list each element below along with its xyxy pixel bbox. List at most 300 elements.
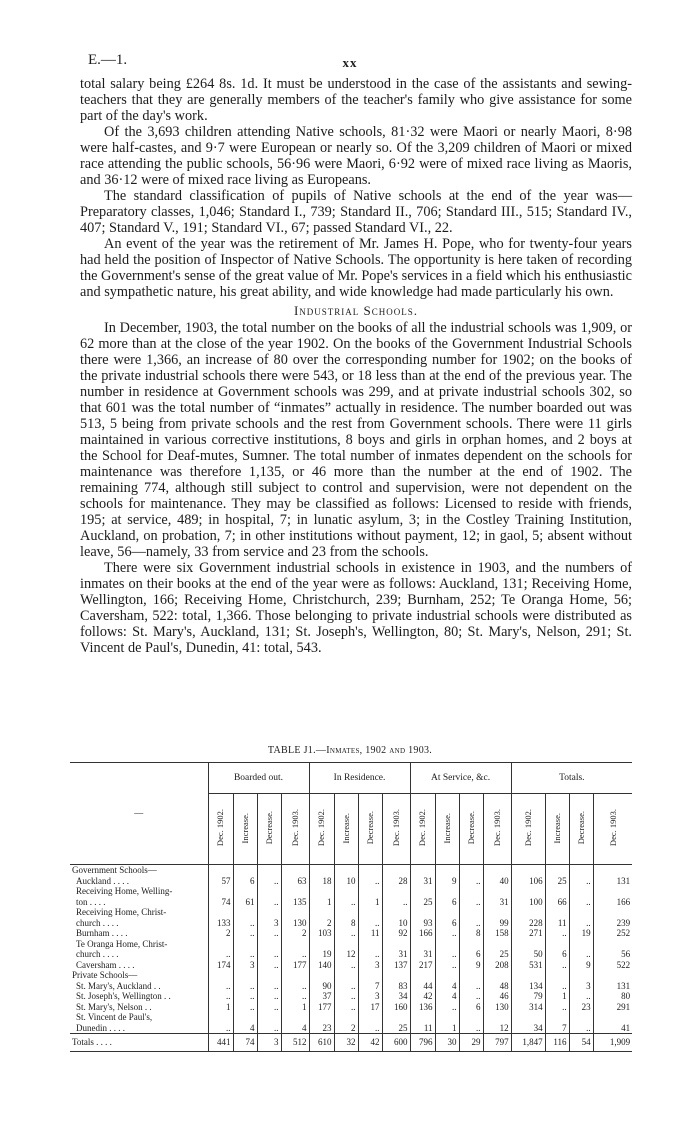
subcolumn-head-label: Dec. 1902. bbox=[522, 809, 533, 847]
table-cell: 29 bbox=[459, 1034, 483, 1052]
table-cell: .. bbox=[281, 981, 309, 992]
table-cell bbox=[511, 886, 545, 897]
table-cell: 600 bbox=[382, 1034, 410, 1052]
subcolumn-head bbox=[334, 794, 358, 865]
subcolumn-head bbox=[410, 794, 435, 865]
table-cell: 3 bbox=[257, 918, 281, 929]
report-reference: E.—1. bbox=[88, 52, 128, 68]
row-label: St. Mary's, Auckland . . bbox=[76, 980, 161, 991]
table-cell: .. bbox=[334, 991, 358, 1002]
table-cell bbox=[459, 970, 483, 981]
table-cell: .. bbox=[257, 1002, 281, 1013]
table-cell: 25 bbox=[483, 949, 511, 960]
table-cell: 531 bbox=[511, 960, 545, 971]
subcolumn-head-label: Decrease. bbox=[364, 811, 375, 845]
table-cell: 134 bbox=[511, 981, 545, 992]
subcolumn-head-label: Decrease. bbox=[263, 811, 274, 845]
table-cell: 4 bbox=[281, 1023, 309, 1034]
table-cell: 57 bbox=[208, 876, 233, 887]
table-cell bbox=[511, 970, 545, 981]
table-row bbox=[70, 949, 632, 960]
table-cell: 18 bbox=[309, 876, 334, 887]
table-cell: 48 bbox=[483, 981, 511, 992]
table-cell bbox=[545, 865, 569, 876]
table-cell: 6 bbox=[459, 949, 483, 960]
table-cell bbox=[483, 865, 511, 876]
table-cell: 136 bbox=[410, 1002, 435, 1013]
table-cell: 63 bbox=[281, 876, 309, 887]
row-label: Burnham . . . . bbox=[76, 928, 128, 938]
table-cell: 7 bbox=[545, 1023, 569, 1034]
table-cell: 74 bbox=[208, 897, 233, 908]
table-cell: 56 bbox=[593, 949, 632, 960]
table-row bbox=[70, 907, 632, 918]
subcolumn-head-label: Increase. bbox=[551, 812, 562, 843]
table-cell bbox=[593, 1012, 632, 1023]
table-cell: 92 bbox=[382, 928, 410, 939]
table-cell: 239 bbox=[593, 918, 632, 929]
table-row bbox=[70, 886, 632, 897]
table-cell: 2 bbox=[309, 918, 334, 929]
table-cell: 11 bbox=[545, 918, 569, 929]
table-cell: 31 bbox=[382, 949, 410, 960]
group-head-totals: Totals. bbox=[511, 763, 632, 794]
group-head-at-service: At Service, &c. bbox=[410, 763, 511, 794]
paragraph: In December, 1903, the total number on the books of all the industrial schools was 1,909, or 62 more than at the close of the year 1902. On the books of the Government Industrial Schools there were 1,366, an increase of 80 over the corresponding number for 1902; on the books of the private industrial schools there were 543, or 18 less than at the end of the previous year. The number in residence at Government schools was 299, and at private industrial schools 302, so that 601 was the total number of “inmates” actually in residence. The number boarded out was 513, 5 being from private schools and the rest from Government schools. There were 11 girls maintained in various corrective institutions, 8 boys and girls in orphan homes, and 2 boys at the School for Deaf-mutes, Sumner. The total number of inmates dependent on the schools for maintenance was therefore 1,135, or 46 more than the number at the end of 1902. The remaining 774, although still subject to control and supervision, were not dependent on the schools for maintenance. They may be classified as follows: Licensed to reside with friends, 195; at service, 489; in hospital, 7; in lunatic asylum, 3; in the Costley Training Institution, Auckland, on probation, 7; in other institutions without payment, 12; in gaol, 5; absent without leave, 56—namely, 33 from service and 23 from the schools. bbox=[80, 320, 632, 560]
table-cell: .. bbox=[459, 897, 483, 908]
table-cell: .. bbox=[569, 1023, 593, 1034]
row-label: ton . . . . bbox=[76, 896, 106, 907]
table-cell: 25 bbox=[410, 897, 435, 908]
table-cell: .. bbox=[233, 981, 257, 992]
table-cell: .. bbox=[545, 981, 569, 992]
table-cell: 166 bbox=[593, 897, 632, 908]
table-cell bbox=[459, 907, 483, 918]
table-cell: .. bbox=[257, 949, 281, 960]
inmates-table bbox=[70, 762, 632, 1052]
subcolumn-head-label: Increase. bbox=[441, 812, 452, 843]
table-cell: .. bbox=[334, 960, 358, 971]
table-cell bbox=[410, 1012, 435, 1023]
table-cell bbox=[545, 1012, 569, 1023]
subcolumn-head-label: Increase. bbox=[340, 812, 351, 843]
table-cell bbox=[334, 865, 358, 876]
table-cell bbox=[459, 886, 483, 897]
table-cell: 11 bbox=[358, 928, 382, 939]
row-label: Caversham . . . . bbox=[76, 959, 135, 970]
table-cell: 174 bbox=[208, 960, 233, 971]
table-cell: .. bbox=[281, 991, 309, 1002]
table-cell bbox=[334, 939, 358, 950]
table-cell: 23 bbox=[569, 1002, 593, 1013]
table-cell: 40 bbox=[483, 876, 511, 887]
table-cell: 135 bbox=[281, 897, 309, 908]
table-cell: .. bbox=[233, 928, 257, 939]
table-cell bbox=[233, 1012, 257, 1023]
table-cell bbox=[257, 907, 281, 918]
table-cell: 6 bbox=[435, 897, 459, 908]
table-cell: .. bbox=[233, 991, 257, 1002]
subcolumn-head bbox=[309, 794, 334, 865]
row-label: Totals . . . . bbox=[70, 1034, 208, 1052]
table-cell: 3 bbox=[233, 960, 257, 971]
table-cell: 46 bbox=[483, 991, 511, 1002]
subcolumn-head bbox=[483, 794, 511, 865]
table-cell bbox=[233, 907, 257, 918]
table-cell: 1 bbox=[208, 1002, 233, 1013]
table-cell bbox=[233, 865, 257, 876]
table-cell bbox=[410, 865, 435, 876]
table-cell: 25 bbox=[382, 1023, 410, 1034]
table-cell bbox=[334, 1012, 358, 1023]
table-cell: 2 bbox=[334, 1023, 358, 1034]
table-cell: 9 bbox=[459, 960, 483, 971]
subcolumn-head bbox=[358, 794, 382, 865]
table-row bbox=[70, 991, 632, 1002]
table-cell bbox=[208, 970, 233, 981]
table-cell: .. bbox=[257, 981, 281, 992]
table-cell bbox=[358, 907, 382, 918]
table-cell: 6 bbox=[233, 876, 257, 887]
table-cell: 7 bbox=[358, 981, 382, 992]
subcolumn-head bbox=[593, 794, 632, 865]
table-row bbox=[70, 970, 632, 981]
paragraph: There were six Government industrial schools in existence in 1903, and the numbers of inmates on their books at the end of the year were as follows: Auckland, 131; Receiving Home, Wellington, 166; Receiving Home, Christchurch, 239; Burnham, 252; Te Oranga Home, 56; Caversham, 522: total, 1,366. Those belonging to private industrial schools were distributed as follows: St. Mary's, Auckland, 131; St. Joseph's, Wellington, 80; St. Mary's, Nelson, 291; St. Vincent de Paul's, Dunedin, 41: total, 543. bbox=[80, 560, 632, 656]
table-cell bbox=[257, 970, 281, 981]
subcolumn-head-label: Decrease. bbox=[575, 811, 586, 845]
table-cell: 797 bbox=[483, 1034, 511, 1052]
table-cell bbox=[410, 970, 435, 981]
subcolumn-head bbox=[382, 794, 410, 865]
table-cell bbox=[545, 939, 569, 950]
table-cell bbox=[309, 865, 334, 876]
table-cell: .. bbox=[281, 949, 309, 960]
table-cell: 50 bbox=[511, 949, 545, 960]
table-cell bbox=[281, 886, 309, 897]
subcolumn-head-label: Dec. 1902. bbox=[215, 809, 226, 847]
table-cell bbox=[435, 939, 459, 950]
table-cell: 30 bbox=[435, 1034, 459, 1052]
table-cell: .. bbox=[358, 876, 382, 887]
table-cell: .. bbox=[358, 949, 382, 960]
row-label: Te Oranga Home, Christ- bbox=[76, 938, 168, 949]
table-cell bbox=[257, 939, 281, 950]
table-cell: 19 bbox=[569, 928, 593, 939]
table-cell: .. bbox=[208, 1023, 233, 1034]
table-cell: 90 bbox=[309, 981, 334, 992]
table-cell: 158 bbox=[483, 928, 511, 939]
table-cell: 2 bbox=[208, 928, 233, 939]
table-cell bbox=[309, 970, 334, 981]
table-cell bbox=[208, 939, 233, 950]
table-cell: .. bbox=[459, 1023, 483, 1034]
table-cell: .. bbox=[382, 897, 410, 908]
table-cell: 208 bbox=[483, 960, 511, 971]
table-cell: .. bbox=[334, 928, 358, 939]
table-cell bbox=[459, 865, 483, 876]
table-caption-title: Inmates, 1902 and 1903. bbox=[326, 745, 433, 756]
table-cell: .. bbox=[569, 876, 593, 887]
table-cell bbox=[382, 1012, 410, 1023]
table-cell: .. bbox=[435, 928, 459, 939]
table-cell: .. bbox=[358, 918, 382, 929]
table-cell bbox=[435, 886, 459, 897]
table-cell: 9 bbox=[569, 960, 593, 971]
table-cell: .. bbox=[459, 991, 483, 1002]
table-cell: .. bbox=[208, 991, 233, 1002]
table-cell: 796 bbox=[410, 1034, 435, 1052]
table-cell: .. bbox=[334, 897, 358, 908]
table-cell: 1 bbox=[309, 897, 334, 908]
subcolumn-head-label: Dec. 1903. bbox=[607, 809, 618, 847]
table-cell: .. bbox=[435, 949, 459, 960]
table-cell: 522 bbox=[593, 960, 632, 971]
table-cell bbox=[483, 939, 511, 950]
table-cell: 1 bbox=[435, 1023, 459, 1034]
table-cell: 10 bbox=[382, 918, 410, 929]
table-cell bbox=[309, 1012, 334, 1023]
table-cell bbox=[511, 939, 545, 950]
table-cell: 31 bbox=[410, 876, 435, 887]
table-cell: 100 bbox=[511, 897, 545, 908]
paragraph: The standard classification of pupils of Native schools at the end of the year was—Preparatory classes, 1,046; Standard I., 739; Standard II., 706; Standard III., 515; Standard IV., 407; Standard V., 191; Standard VI., 67; passed Standard VI., 22. bbox=[80, 188, 632, 236]
row-label: Government Schools— bbox=[72, 865, 157, 875]
table-cell: 2 bbox=[281, 928, 309, 939]
table-cell: .. bbox=[334, 981, 358, 992]
table-cell bbox=[435, 907, 459, 918]
table-cell: 131 bbox=[593, 981, 632, 992]
table-cell: .. bbox=[569, 897, 593, 908]
table-cell: .. bbox=[257, 897, 281, 908]
table-cell bbox=[435, 970, 459, 981]
table-cell: 44 bbox=[410, 981, 435, 992]
table-cell: 1,909 bbox=[593, 1034, 632, 1052]
table-cell: 177 bbox=[309, 1002, 334, 1013]
subcolumn-head bbox=[208, 794, 233, 865]
subcolumn-head-label: Dec. 1903. bbox=[491, 809, 502, 847]
table-row bbox=[70, 939, 632, 950]
table-cell: 61 bbox=[233, 897, 257, 908]
table-cell bbox=[208, 886, 233, 897]
table-cell bbox=[483, 970, 511, 981]
table-cell bbox=[208, 865, 233, 876]
table-cell: 271 bbox=[511, 928, 545, 939]
row-label: Private Schools— bbox=[72, 970, 138, 980]
table-cell bbox=[358, 970, 382, 981]
table-cell: 74 bbox=[233, 1034, 257, 1052]
table-cell bbox=[545, 970, 569, 981]
subcolumn-head bbox=[511, 794, 545, 865]
table-cell: 9 bbox=[435, 876, 459, 887]
section-heading: Industrial Schools. bbox=[293, 303, 419, 318]
table-cell bbox=[483, 886, 511, 897]
table-cell bbox=[309, 907, 334, 918]
row-label: Receiving Home, Welling- bbox=[76, 886, 173, 896]
group-head-in-residence: In Residence. bbox=[309, 763, 410, 794]
table-cell: 131 bbox=[593, 876, 632, 887]
stub-head: — bbox=[70, 763, 208, 865]
table-cell bbox=[281, 865, 309, 876]
table-cell bbox=[257, 865, 281, 876]
table-cell: 103 bbox=[309, 928, 334, 939]
table-cell: 6 bbox=[435, 918, 459, 929]
table-caption-prefix: TABLE J1.— bbox=[267, 745, 327, 756]
row-label: church . . . . bbox=[76, 949, 119, 959]
table-caption bbox=[0, 745, 700, 756]
table-cell bbox=[569, 886, 593, 897]
table-cell: 25 bbox=[545, 876, 569, 887]
table-cell bbox=[410, 907, 435, 918]
table-cell: 34 bbox=[382, 991, 410, 1002]
table-cell bbox=[435, 865, 459, 876]
table-cell bbox=[233, 970, 257, 981]
table-cell bbox=[334, 907, 358, 918]
table-cell: 3 bbox=[358, 991, 382, 1002]
table-cell: 4 bbox=[233, 1023, 257, 1034]
table-cell: 291 bbox=[593, 1002, 632, 1013]
table-cell: .. bbox=[435, 960, 459, 971]
table-cell bbox=[593, 865, 632, 876]
table-cell: 42 bbox=[358, 1034, 382, 1052]
table-cell: 34 bbox=[511, 1023, 545, 1034]
table-cell: 3 bbox=[358, 960, 382, 971]
subcolumn-head bbox=[257, 794, 281, 865]
subcolumn-head bbox=[435, 794, 459, 865]
table-cell bbox=[410, 886, 435, 897]
table-cell: 1 bbox=[358, 897, 382, 908]
table-row bbox=[70, 876, 632, 887]
row-label: St. Joseph's, Wellington . . bbox=[76, 991, 171, 1001]
table-row bbox=[70, 981, 632, 992]
page-number: xx bbox=[342, 55, 358, 70]
table-cell: .. bbox=[358, 1023, 382, 1034]
table-row bbox=[70, 865, 632, 876]
table-row bbox=[70, 960, 632, 971]
table-cell: 314 bbox=[511, 1002, 545, 1013]
table-cell: 610 bbox=[309, 1034, 334, 1052]
table-cell bbox=[309, 939, 334, 950]
table-cell bbox=[511, 1012, 545, 1023]
table-cell bbox=[233, 939, 257, 950]
table-cell: .. bbox=[569, 949, 593, 960]
subcolumn-head-label: Decrease. bbox=[465, 811, 476, 845]
table-cell bbox=[593, 939, 632, 950]
table-cell: .. bbox=[569, 991, 593, 1002]
table-cell: 66 bbox=[545, 897, 569, 908]
table-cell: 3 bbox=[257, 1034, 281, 1052]
table-cell bbox=[483, 1012, 511, 1023]
table-cell: .. bbox=[257, 960, 281, 971]
table-cell: .. bbox=[435, 1002, 459, 1013]
body-text bbox=[80, 76, 632, 656]
table-cell bbox=[334, 886, 358, 897]
table-cell: 252 bbox=[593, 928, 632, 939]
table-cell bbox=[511, 865, 545, 876]
table-cell: 12 bbox=[334, 949, 358, 960]
table-cell bbox=[382, 907, 410, 918]
table-cell: .. bbox=[334, 1002, 358, 1013]
table-cell bbox=[569, 907, 593, 918]
paragraph: total salary being £264 8s. 1d. It must be understood in the case of the assistants and sewing-teachers that they are generally members of the teacher's family who give assistance for some part of the day's work. bbox=[80, 76, 632, 124]
table-cell bbox=[410, 939, 435, 950]
table-cell bbox=[569, 970, 593, 981]
table-cell bbox=[545, 907, 569, 918]
table-cell: 4 bbox=[435, 991, 459, 1002]
row-label: Auckland . . . . bbox=[76, 875, 129, 886]
table-cell: 4 bbox=[435, 981, 459, 992]
table-cell bbox=[435, 1012, 459, 1023]
table-cell: 42 bbox=[410, 991, 435, 1002]
table-cell: .. bbox=[545, 928, 569, 939]
table-cell bbox=[281, 1012, 309, 1023]
row-label: Receiving Home, Christ- bbox=[76, 907, 167, 917]
subcolumn-head bbox=[281, 794, 309, 865]
table-cell: 133 bbox=[208, 918, 233, 929]
table-row bbox=[70, 897, 632, 908]
table-cell bbox=[257, 886, 281, 897]
table-cell: 12 bbox=[483, 1023, 511, 1034]
table-cell: 23 bbox=[309, 1023, 334, 1034]
table-cell: 3 bbox=[569, 981, 593, 992]
table-cell: 93 bbox=[410, 918, 435, 929]
table-cell bbox=[593, 970, 632, 981]
table-cell bbox=[569, 1012, 593, 1023]
table-cell: .. bbox=[208, 949, 233, 960]
table-cell: 1,847 bbox=[511, 1034, 545, 1052]
table-cell: 8 bbox=[334, 918, 358, 929]
table-cell: 8 bbox=[459, 928, 483, 939]
table-cell bbox=[281, 970, 309, 981]
subcolumn-head-label: Dec. 1902. bbox=[417, 809, 428, 847]
table-cell: .. bbox=[545, 960, 569, 971]
table-cell: .. bbox=[459, 876, 483, 887]
table-cell bbox=[483, 907, 511, 918]
table-cell bbox=[382, 939, 410, 950]
table-cell: 79 bbox=[511, 991, 545, 1002]
table-cell: 137 bbox=[382, 960, 410, 971]
totals-row bbox=[70, 1034, 632, 1052]
table-cell: .. bbox=[545, 1002, 569, 1013]
table-cell: 441 bbox=[208, 1034, 233, 1052]
table-cell bbox=[569, 939, 593, 950]
table-cell: 10 bbox=[334, 876, 358, 887]
table-cell bbox=[358, 1012, 382, 1023]
table-cell: 11 bbox=[410, 1023, 435, 1034]
table-cell bbox=[309, 886, 334, 897]
table-cell bbox=[459, 1012, 483, 1023]
table-cell: 130 bbox=[483, 1002, 511, 1013]
subcolumn-head-label: Dec. 1902. bbox=[316, 809, 327, 847]
subcolumn-head bbox=[233, 794, 257, 865]
table-cell: .. bbox=[233, 918, 257, 929]
table-cell bbox=[545, 886, 569, 897]
table-cell: 512 bbox=[281, 1034, 309, 1052]
table-cell bbox=[459, 939, 483, 950]
table-cell bbox=[208, 907, 233, 918]
table-cell: 228 bbox=[511, 918, 545, 929]
table-row bbox=[70, 1023, 632, 1034]
table-cell: 54 bbox=[569, 1034, 593, 1052]
table-cell: 31 bbox=[410, 949, 435, 960]
subcolumn-head-label: Increase. bbox=[239, 812, 250, 843]
table-cell: 116 bbox=[545, 1034, 569, 1052]
table-cell: .. bbox=[459, 981, 483, 992]
table-cell: .. bbox=[233, 949, 257, 960]
table-cell: 1 bbox=[545, 991, 569, 1002]
table-cell bbox=[257, 1012, 281, 1023]
subcolumn-head bbox=[569, 794, 593, 865]
table-cell bbox=[593, 886, 632, 897]
